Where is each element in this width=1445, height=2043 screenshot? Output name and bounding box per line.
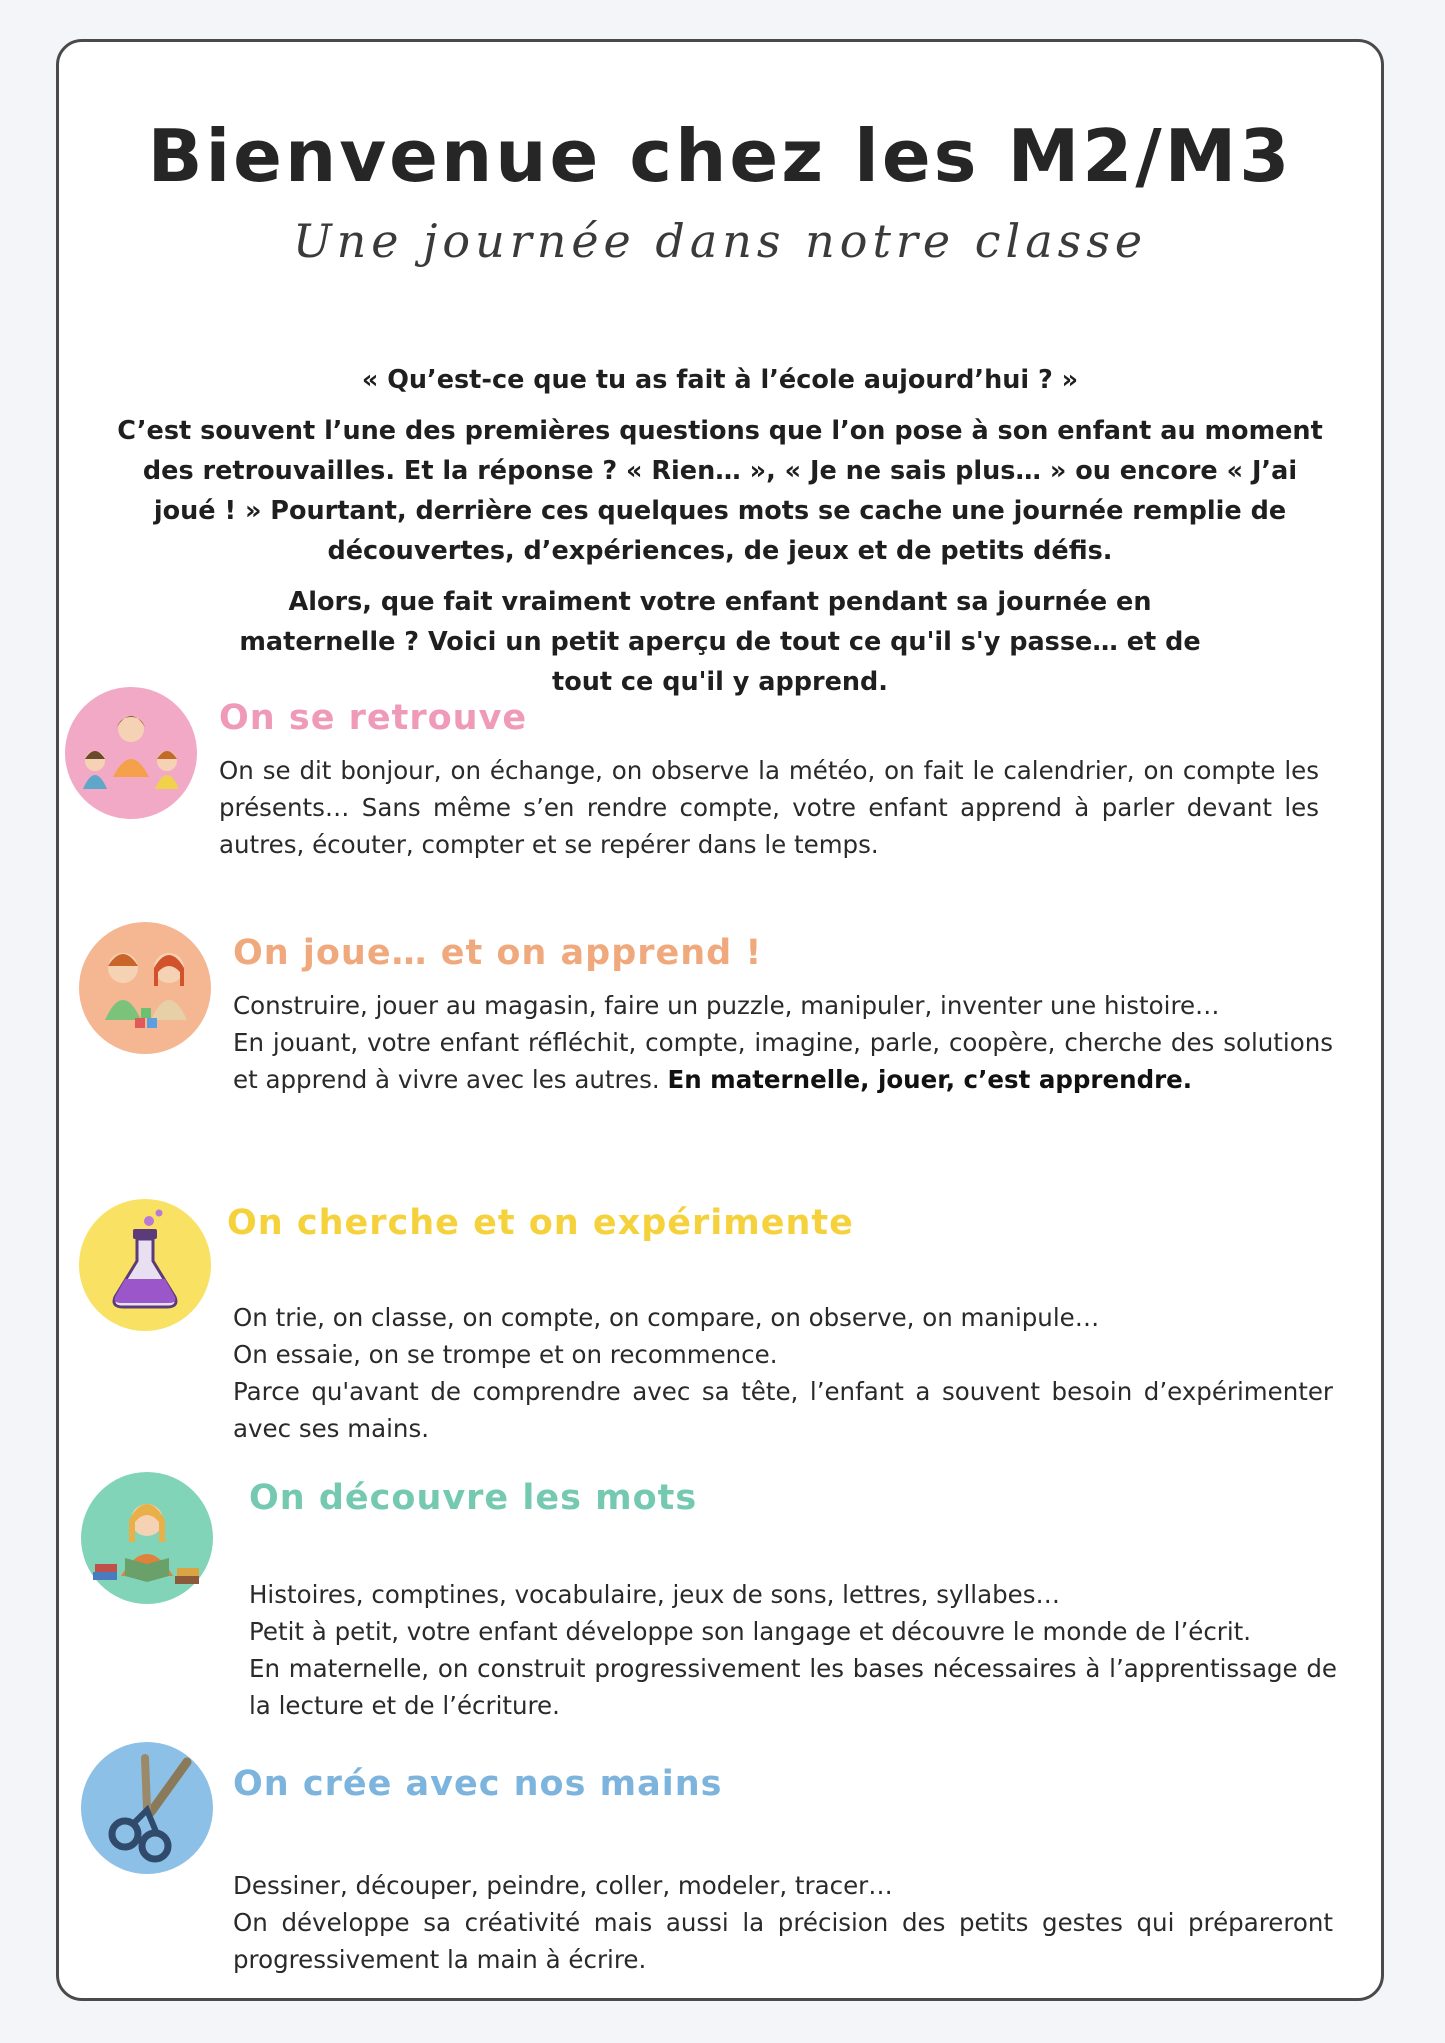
section-title: On se retrouve bbox=[219, 698, 528, 738]
section-text bbox=[233, 1299, 1333, 1447]
section-line: On se dit bonjour, on échange, on observe la météo, on fait le calendrier, on compte les présents… Sans même s’en rendre compte, votre enfant apprend à parler devant les autres, écouter, compter et se repérer dans le temps. bbox=[219, 756, 1319, 859]
section-title: On découvre les mots bbox=[249, 1478, 698, 1518]
section-text bbox=[233, 987, 1333, 1098]
intro-paragraph-1: C’est souvent l’une des premières questions que l’on pose à son enfant au moment des retrouvailles. Et la réponse ? « Rien… », « Je ne sais plus… » ou encore « J’ai joué ! » Pourtant, derrière ces quelques mots se cache une journée remplie de découvertes, d’expériences, de jeux et de petits défis. bbox=[117, 416, 1323, 566]
section-line: On développe sa créativité mais aussi la précision des petits gestes qui prépareront progressivement la main à écrire. bbox=[233, 1908, 1333, 1974]
section-text bbox=[219, 752, 1319, 863]
section-title: On joue… et on apprend ! bbox=[233, 933, 763, 973]
intro-paragraph-2: Alors, que fait vraiment votre enfant pendant sa journée en maternelle ? Voici un petit aperçu de tout ce qu'il s'y passe… et de tout ce qu'il y apprend. bbox=[239, 587, 1201, 697]
section-title: On cherche et on expérimente bbox=[227, 1203, 854, 1243]
section-line: On trie, on classe, on compte, on compare, on observe, on manipule… bbox=[233, 1303, 1100, 1332]
intro-block bbox=[99, 360, 1341, 702]
children-circle-icon bbox=[65, 687, 197, 819]
reading-child-icon bbox=[81, 1472, 213, 1604]
section-line: Dessiner, découper, peindre, coller, modeler, tracer… bbox=[233, 1871, 893, 1900]
section-title: On crée avec nos mains bbox=[233, 1764, 723, 1804]
section-line: Parce qu'avant de comprendre avec sa tête, l’enfant a souvent besoin d’expérimenter avec ses mains. bbox=[233, 1377, 1333, 1443]
section-line: En maternelle, on construit progressivement les bases nécessaires à l’apprentissage de la lecture et de l’écriture. bbox=[249, 1654, 1337, 1720]
section-line: Histoires, comptines, vocabulaire, jeux de sons, lettres, syllabes… bbox=[249, 1580, 1060, 1609]
section-bold-text: En maternelle, jouer, c’est apprendre. bbox=[667, 1065, 1193, 1094]
section-line: Construire, jouer au magasin, faire un puzzle, manipuler, inventer une histoire… bbox=[233, 991, 1220, 1020]
kids-playing-icon bbox=[79, 922, 211, 1054]
section-line-text: En jouant, votre enfant réfléchit, compte, imagine, parle, coopère, cherche des solutions et apprend à vivre avec les autres. bbox=[233, 1028, 1333, 1094]
page-title: Bienvenue chez les M2/M3 bbox=[147, 114, 1293, 198]
intro-question: « Qu’est-ce que tu as fait à l’école aujourd’hui ? » bbox=[361, 365, 1079, 395]
section-text bbox=[249, 1576, 1337, 1724]
section-text bbox=[233, 1867, 1333, 1978]
flask-icon bbox=[79, 1199, 211, 1331]
section-line: On essaie, on se trompe et on recommence. bbox=[233, 1340, 778, 1369]
page-subtitle: Une journée dans notre classe bbox=[292, 214, 1148, 268]
page-card bbox=[56, 39, 1384, 2001]
section-line bbox=[233, 1024, 1333, 1098]
section-line: Petit à petit, votre enfant développe son langage et découvre le monde de l’écrit. bbox=[249, 1617, 1252, 1646]
scissors-icon bbox=[81, 1742, 213, 1874]
